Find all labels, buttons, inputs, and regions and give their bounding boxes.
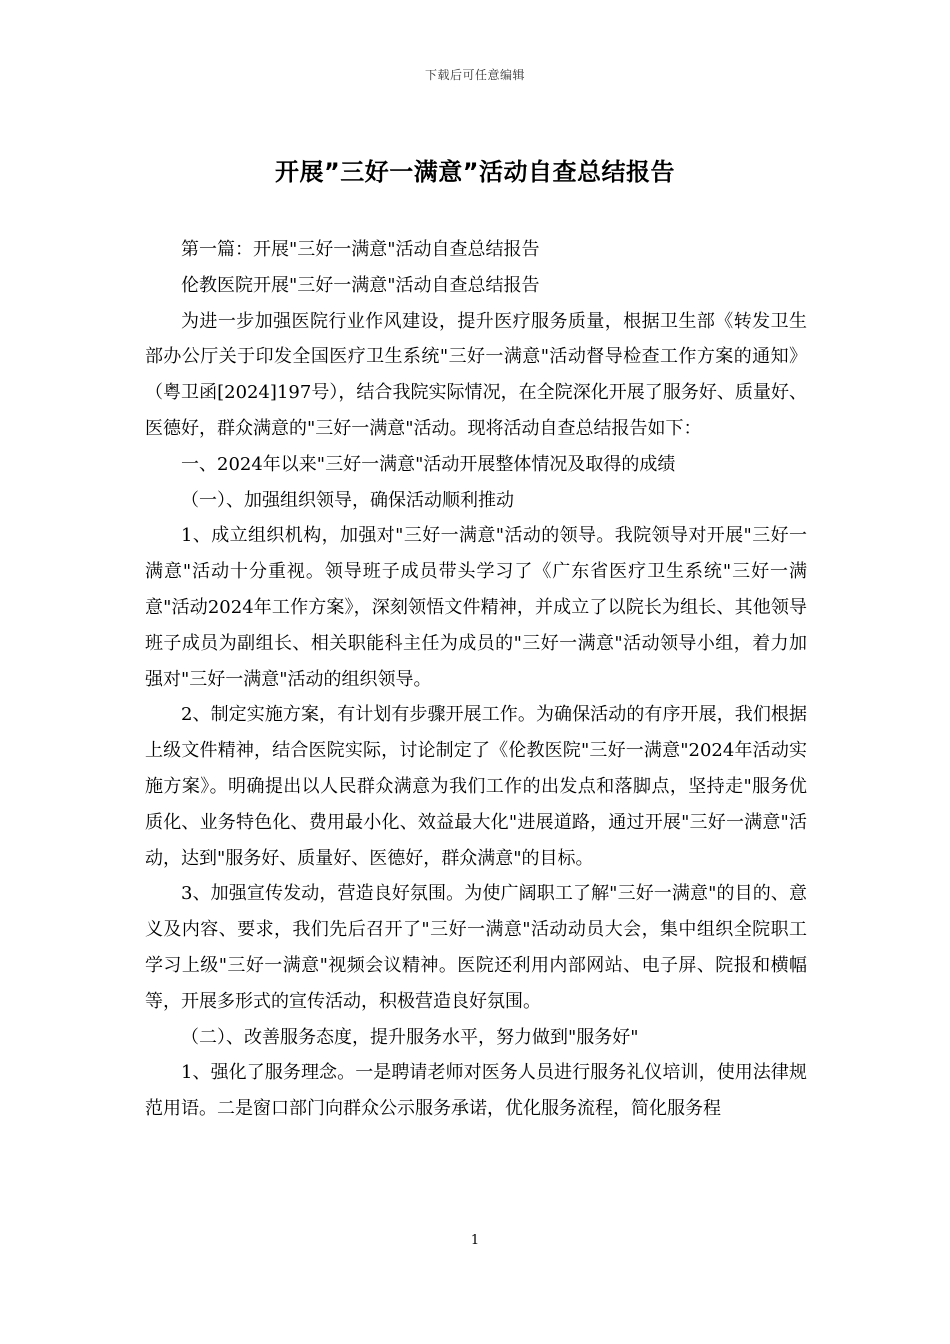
document-body bbox=[145, 232, 807, 1127]
paragraph-item-4: 1、强化了服务理念。一是聘请老师对医务人员进行服务礼仪培训，使用法律规范用语。二是窗口部门向群众公示服务承诺，优化服务流程，简化服务程 bbox=[145, 1062, 807, 1120]
paragraph-item-2: 2、制定实施方案，有计划有步骤开展工作。为确保活动的有序开展，我们根据上级文件精神，结合医院实际，讨论制定了《伦教医院"三好一满意"2024年活动实施方案》。明确提出以人民群众满意为我们工作的出发点和落脚点，坚持走"服务优质化、业务特色化、费用最小化、效益最大化"进展道路，通过开展"三好一满意"活动，达到"服务好、质量好、医德好，群众满意"的目标。 bbox=[145, 704, 807, 869]
paragraph-introduction: 为进一步加强医院行业作风建设，提升医疗服务质量，根据卫生部《转发卫生部办公厅关于印发全国医疗卫生系统"三好一满意"活动督导检查工作方案的通知》（粤卫函[2024]197号），结合我院实际情况，在全院深化开展了服务好、质量好、医德好，群众满意的"三好一满意"活动。现将活动自查总结报告如下： bbox=[145, 310, 807, 439]
paragraph-part-heading: 第一篇：开展"三好一满意"活动自查总结报告 bbox=[181, 239, 540, 260]
subsection-heading-1: （一）、加强组织领导，确保活动顺利推动 bbox=[181, 489, 514, 511]
section-heading-1: 一、2024年以来"三好一满意"活动开展整体情况及取得的成绩 bbox=[181, 453, 676, 475]
paragraph-report-title: 伦教医院开展"三好一满意"活动自查总结报告 bbox=[181, 274, 540, 296]
paragraph-item-1: 1、成立组织机构，加强对"三好一满意"活动的领导。我院领导对开展"三好一满意"活动十分重视。领导班子成员带头学习了《广东省医疗卫生系统"三好一满意"活动2024年工作方案》，深刻领悟文件精神，并成立了以院长为组长、其他领导班子成员为副组长、相关职能科主任为成员的"三好一满意"活动领导小组，着力加强对"三好一满意"活动的组织领导。 bbox=[145, 525, 807, 690]
subsection-heading-2: （二）、改善服务态度，提升服务水平，努力做到"服务好" bbox=[181, 1026, 639, 1048]
document-title: 开展”三好一满意”活动自查总结报告 bbox=[274, 158, 676, 186]
paragraph-item-3: 3、加强宣传发动，营造良好氛围。为使广阔职工了解"三好一满意"的目的、意义及内容、要求，我们先后召开了"三好一满意"活动动员大会，集中组织全院职工学习上级"三好一满意"视频会议精神。医院还利用内部网站、电子屏、院报和横幅等，开展多形式的宣传活动，积极营造良好氛围。 bbox=[145, 883, 807, 1012]
page-number: 1 bbox=[470, 1233, 480, 1248]
header-note: 下载后可任意编辑 bbox=[424, 68, 525, 82]
